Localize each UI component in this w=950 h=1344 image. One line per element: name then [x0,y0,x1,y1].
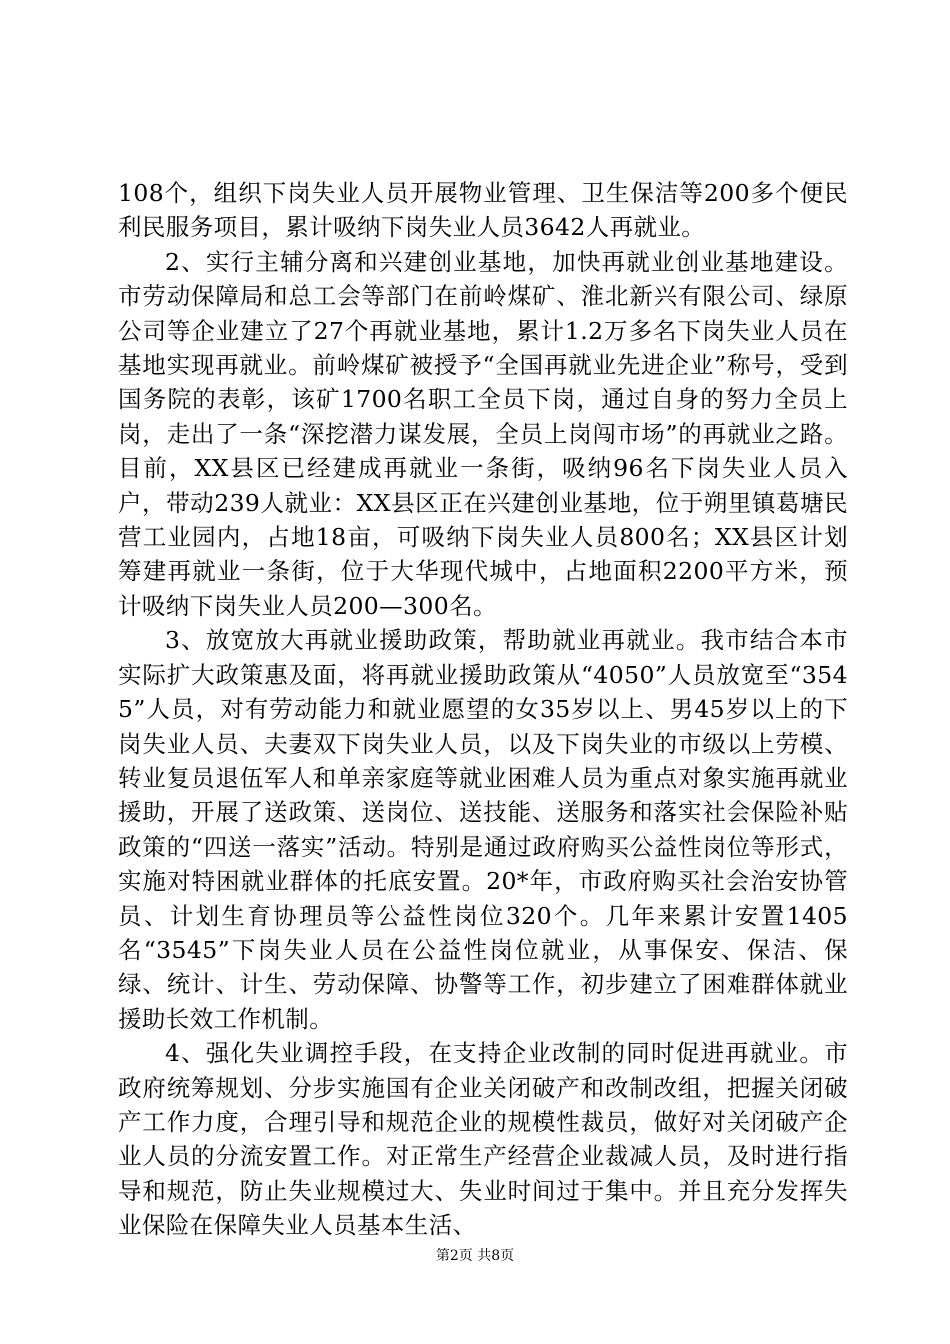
page-footer: 第2页 共8页 [435,1248,515,1264]
paragraph-4: 4、强化失业调控手段，在支持企业改制的同时促进再就业。市政府统筹规划、分步实施国有企业关闭破产和改制改组，把握关闭破产工作力度，合理引导和规范企业的规模性裁员，做好对关闭破产企业人员的分流安置工作。对正常生产经营企业裁减人员，及时进行指导和规范，防止失业规模过大、失业时间过于集中。并且充分发挥失业保险在保障失业人员基本生活、 [118,1039,848,1240]
paragraph-2: 2、实行主辅分离和兴建创业基地，加快再就业创业基地建设。市劳动保障局和总工会等部门在前岭煤矿、淮北新兴有限公司、绿原公司等企业建立了27个再就业基地，累计1.2万多名下岗失业人员在基地实现再就业。前岭煤矿被授予“全国再就业先进企业”称号，受到国务院的表彰，该矿1700名职工全员下岗，通过自身的努力全员上岗，走出了一条“深挖潜力谋发展，全员上岗闯市场”的再就业之路。目前，XX县区已经建成再就业一条街，吸纳96名下岗失业人员入户，带动239人就业：XX县区正在兴建创业基地，位于朔里镇葛塘民营工业园内，占地18亩，可吸纳下岗失业人员800名；XX县区计划筹建再就业一条街，位于大华现代城中，占地面积2200平方米，预计吸纳下岗失业人员200—300名。 [118,247,848,620]
document-body [118,176,848,1243]
paragraph-continuation: 108个，组织下岗失业人员开展物业管理、卫生保洁等200多个便民利民服务项目，累计吸纳下岗失业人员3642人再就业。 [118,179,848,242]
paragraph-3: 3、放宽放大再就业援助政策，帮助就业再就业。我市结合本市实际扩大政策惠及面，将再就业援助政策从“4050”人员放宽至“3545”人员，对有劳动能力和就业愿望的女35岁以上、男45岁以上的下岗失业人员、夫妻双下岗失业人员，以及下岗失业的市级以上劳模、转业复员退伍军人和单亲家庭等就业困难人员为重点对象实施再就业援助，开展了送政策、送岗位、送技能、送服务和落实社会保险补贴政策的“四送一落实”活动。特别是通过政府购买公益性岗位等形式，实施对特困就业群体的托底安置。20*年，市政府购买社会治安协管员、计划生育协理员等公益性岗位320个。几年来累计安置1405名“3545”下岗失业人员在公益性岗位就业，从事保安、保洁、保绿、统计、计生、劳动保障、协警等工作，初步建立了困难群体就业援助长效工作机制。 [118,626,848,1033]
